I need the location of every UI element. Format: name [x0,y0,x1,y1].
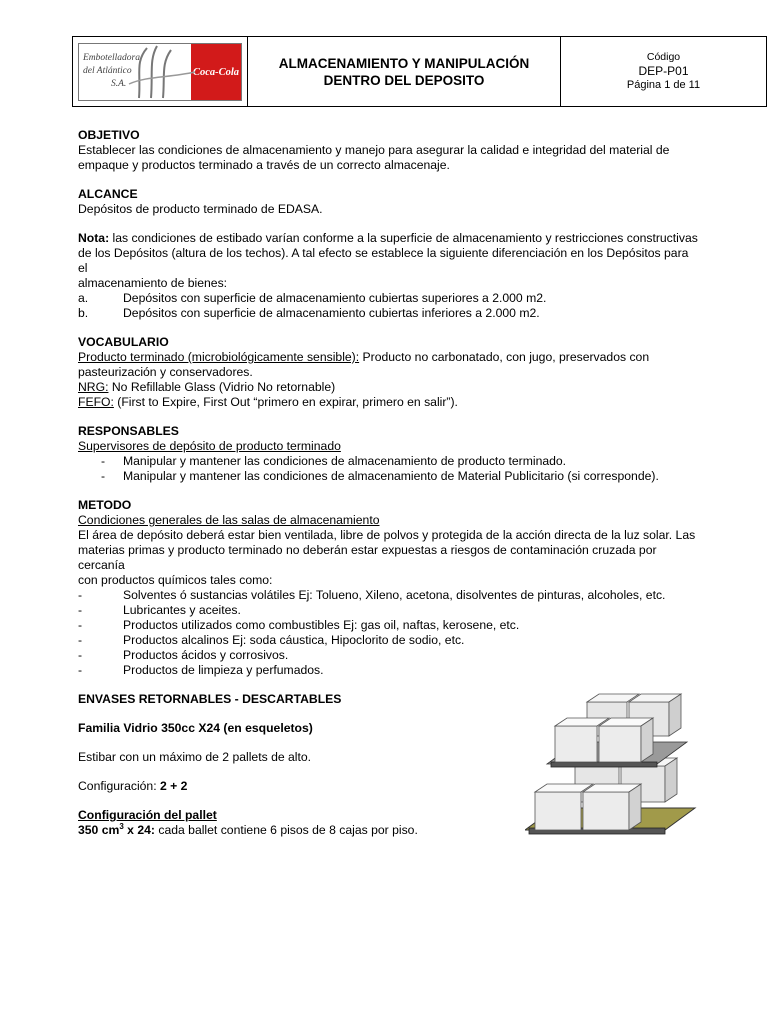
alcance-heading: ALCANCE [78,187,138,201]
list-marker: - [101,454,106,468]
list-marker: b. [78,306,89,320]
vocab-definition: Producto no carbonatado, con jugo, preservados con [359,350,650,364]
metodo-subheading: Condiciones generales de las salas de almacenamiento [78,513,380,527]
title-line2: DENTRO DEL DEPOSITO [323,72,485,88]
list-text: Productos alcalinos Ej: soda cáustica, Hipoclorito de sodio, etc. [123,633,465,647]
list-marker: - [78,633,83,647]
vocab-definition: No Refillable Glass (Vidrio No retornable) [108,380,336,394]
list-text: Manipular y mantener las condiciones de almacenamiento de producto terminado. [123,454,567,468]
pallet-text: cada ballet contiene 6 pisos de 8 cajas por piso. [154,823,418,837]
list-marker: - [78,648,83,662]
list-text: Solventes ó sustancias volátiles Ej: Tolueno, Xileno, acetona, disolventes de pinturas, alcoholes, etc. [123,588,666,602]
objetivo-heading: OBJETIVO [78,128,140,142]
alcance-text: Depósitos de producto terminado de EDASA. [78,202,323,216]
vocab-entry [78,350,700,365]
nota-paragraph [78,231,700,246]
list-item [78,618,700,633]
vocabulario-heading: VOCABULARIO [78,335,169,349]
logo-line1: Embotelladora [83,53,140,63]
vocab-entry [78,380,700,395]
objetivo-line1: Establecer las condiciones de almacenamiento y manejo para asegurar la calidad e integridad del material de [78,143,670,157]
nota-line1: las condiciones de estibado varían conforme a la superficie de almacenamiento y restricciones constructivas [109,231,698,245]
list-text: Productos de limpieza y perfumados. [123,663,324,677]
list-item [78,454,700,469]
list-marker: - [78,603,83,617]
list-text: Manipular y mantener las condiciones de almacenamiento de Material Publicitario (si corresponde). [123,469,659,483]
list-marker: - [78,663,83,677]
nota-line2: de los Depósitos (altura de los techos). A tal efecto se establece la siguiente diferenciación en los Depósitos para el [78,246,689,275]
list-item [78,588,700,603]
document-title [248,37,561,106]
config-label: Configuración: [78,779,160,793]
vocab-term: FEFO: [78,395,114,409]
metodo-line1: El área de depósito deberá estar bien ventilada, libre de polvos y protegida de la acción directa de la luz solar. Las [78,528,696,542]
logo-line3: S.A. [111,79,127,89]
code-label: Código [646,51,681,63]
estibar-text: Estibar con un máximo de 2 pallets de alto. [78,750,312,764]
document-header [72,36,767,107]
vocab-term: NRG: [78,380,109,394]
logo-line2: del Atlántico [83,66,132,76]
list-marker: - [78,618,83,632]
list-item [78,648,700,663]
vocab-definition-cont: pasteurización y conservadores. [78,365,253,379]
logo-cell [73,37,248,106]
pallet-stack-illustration [525,688,705,848]
list-item [78,291,700,306]
page-number: Página 1 de 11 [626,79,701,91]
code-cell [561,37,766,106]
logo-text-block [79,44,191,100]
list-item [78,633,700,648]
objetivo-line2: empaque y productos terminado a través de un correcto almacenaje. [78,158,450,172]
list-item [78,469,700,484]
config-pallet-heading: Configuración del pallet [78,808,217,822]
familia-heading: Familia Vidrio 350cc X24 (en esqueletos) [78,721,313,735]
list-item [78,306,700,321]
coca-cola-logo [191,44,241,100]
pallet-size-exponent: 3 [119,821,124,831]
config-value: 2 + 2 [159,779,188,793]
metodo-line3: con productos químicos tales como: [78,573,273,587]
nota-line3: almacenamiento de bienes: [78,276,228,290]
list-text: Depósitos con superficie de almacenamiento cubiertas superiores a 2.000 m2. [123,291,547,305]
list-text: Productos utilizados como combustibles Ej: gas oil, naftas, kerosene, etc. [123,618,520,632]
company-logo [78,43,242,101]
list-text: Lubricantes y aceites. [123,603,241,617]
list-text: Productos ácidos y corrosivos. [123,648,289,662]
vocab-term: Producto terminado (microbiológicamente sensible): [78,350,360,364]
brand-text: Coca-Cola [192,66,240,78]
list-marker: - [101,469,106,483]
metodo-heading: METODO [78,498,132,512]
vocab-definition: (First to Expire, First Out “primero en expirar, primero en salir”). [113,395,458,409]
list-marker: - [78,588,83,602]
list-item [78,603,700,618]
list-item [78,663,700,678]
list-marker: a. [78,291,89,305]
vocab-entry [78,395,700,410]
pallet-count: x 24: [123,823,155,837]
responsables-subheading: Supervisores de depósito de producto terminado [78,439,341,453]
title-line1: ALMACENAMIENTO Y MANIPULACIÓN [278,55,530,71]
code-value: DEP-P01 [638,64,689,78]
metodo-line2: materias primas y producto terminado no deberán estar expuestas a riesgos de contaminación cruzada por cercanía [78,543,657,572]
pallet-size: 350 cm [78,823,120,837]
nota-label: Nota: [78,231,110,245]
envases-heading: ENVASES RETORNABLES - DESCARTABLES [78,692,342,706]
responsables-heading: RESPONSABLES [78,424,179,438]
list-text: Depósitos con superficie de almacenamiento cubiertas inferiores a 2.000 m2. [123,306,540,320]
